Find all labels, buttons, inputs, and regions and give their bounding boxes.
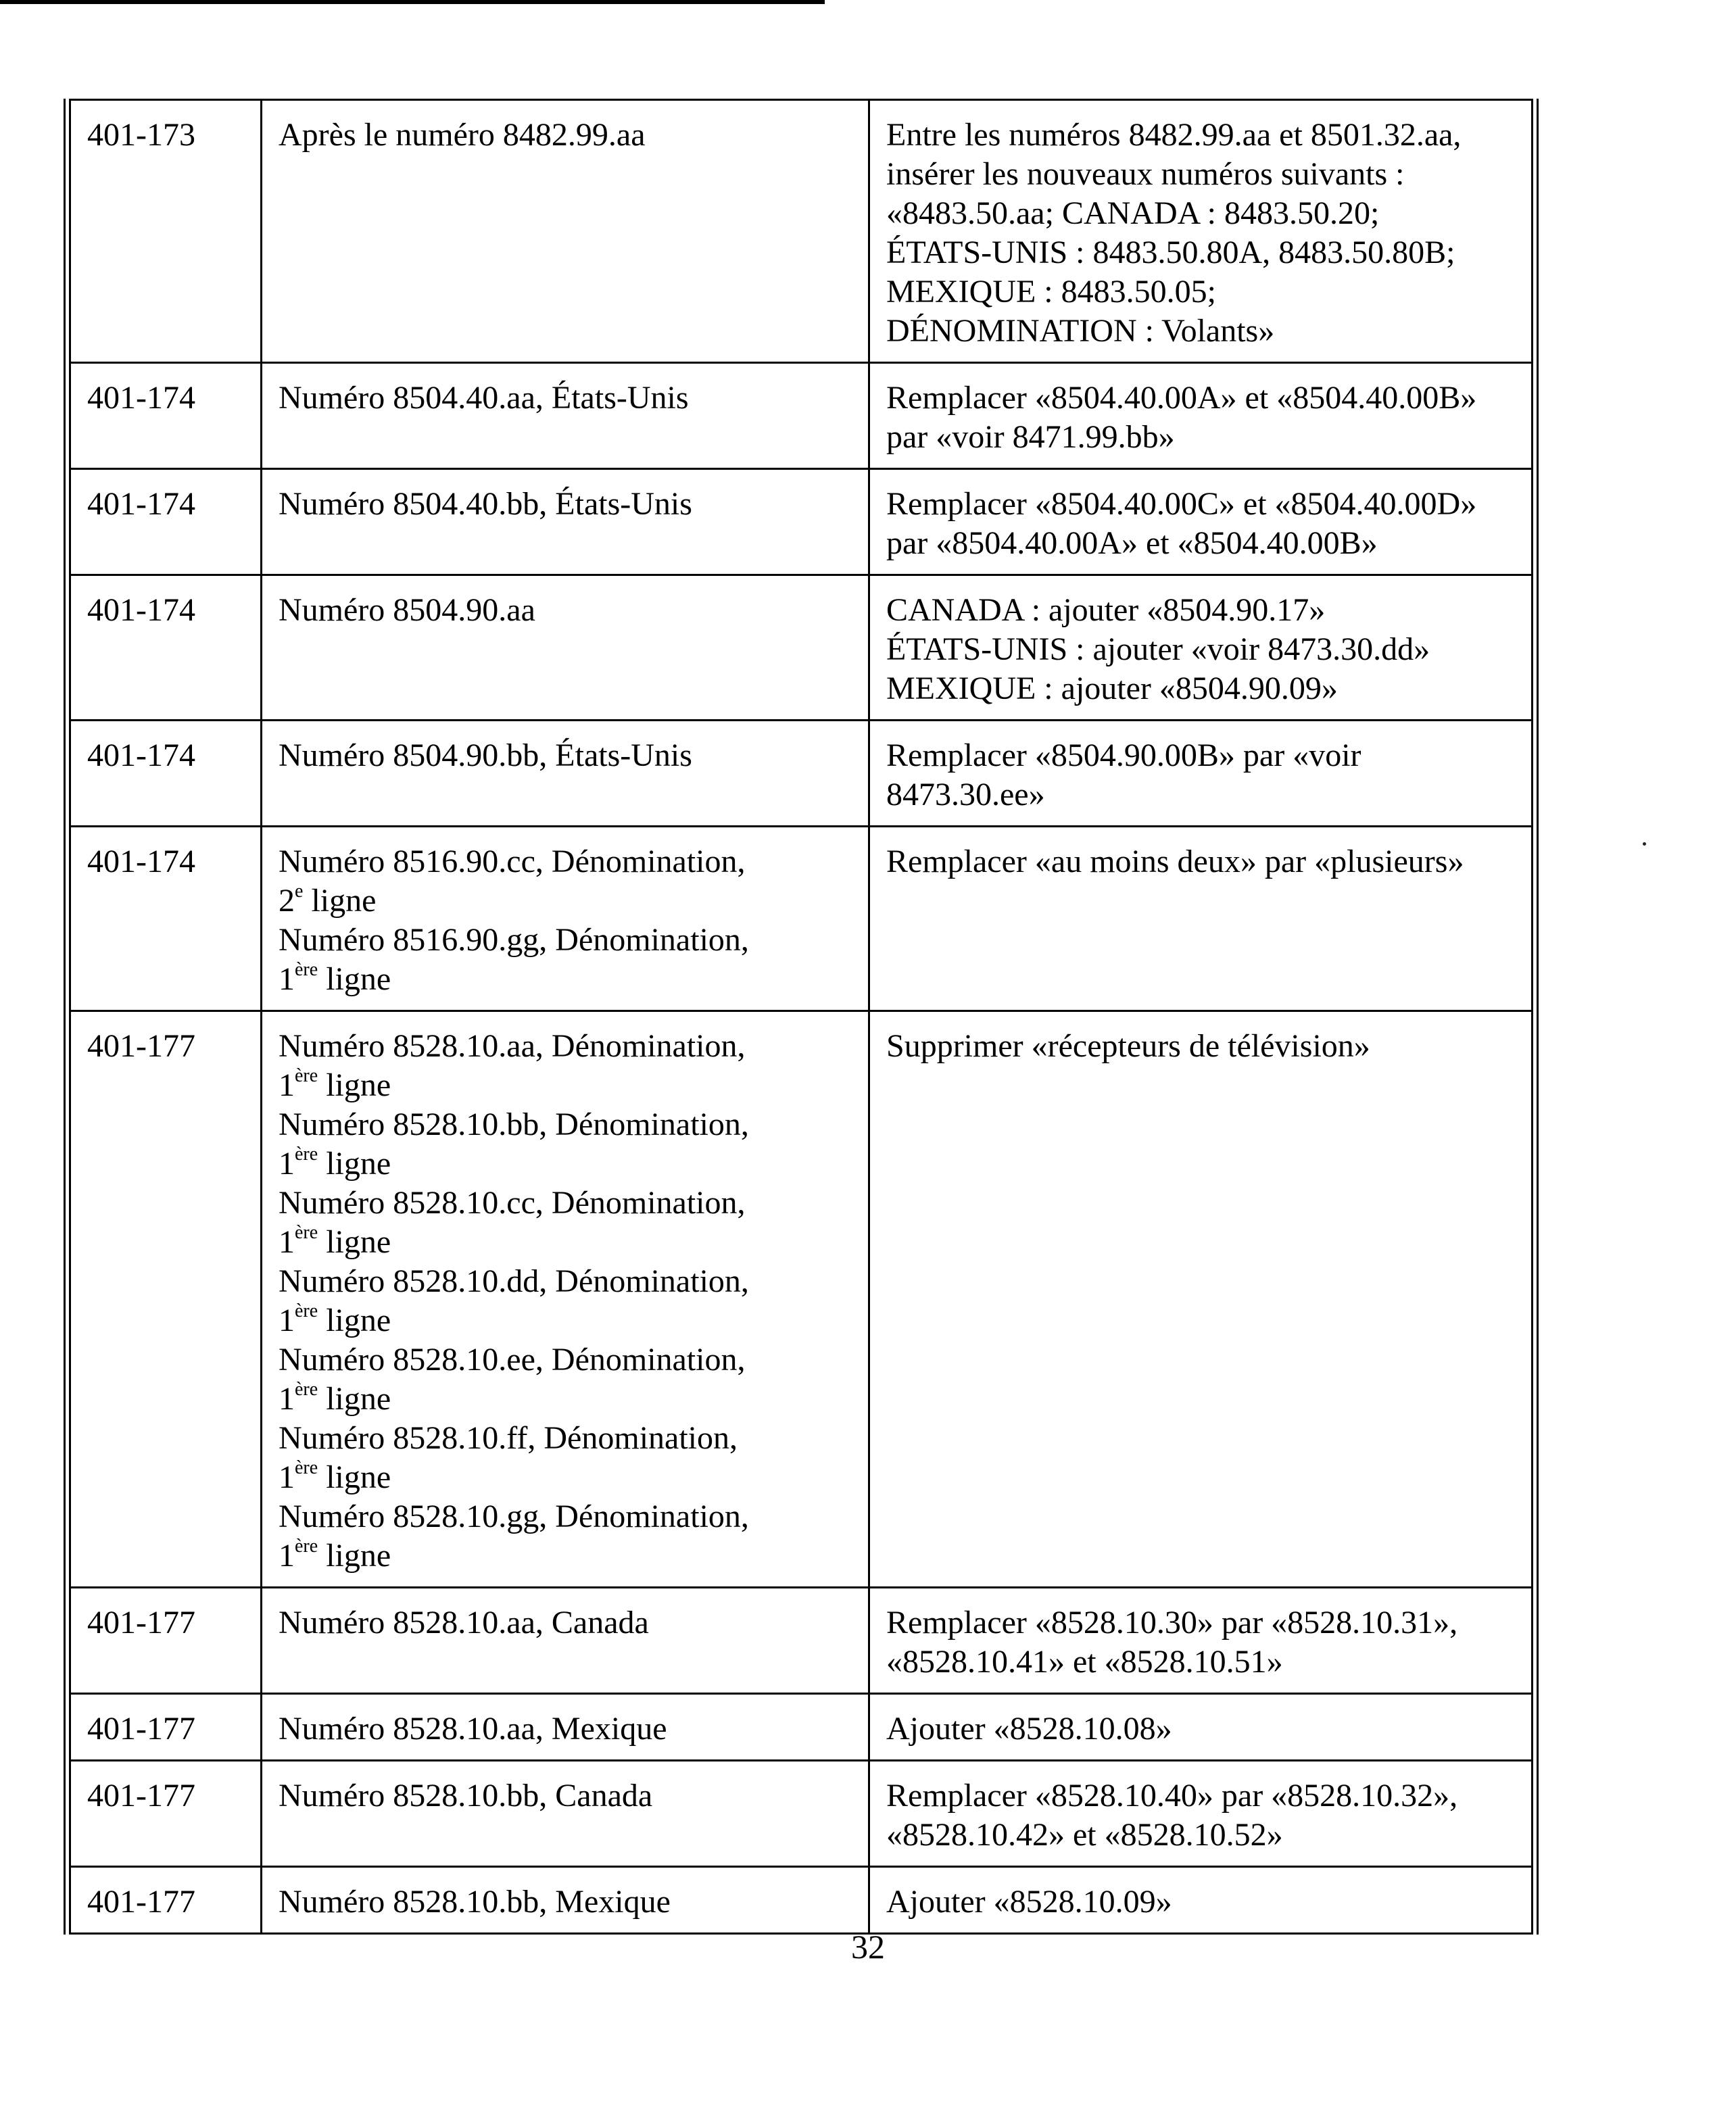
- provision-text: ligne: [318, 1538, 391, 1574]
- provision-line: [279, 1380, 852, 1419]
- amendment-line: Remplacer «8504.90.00B» par «voir: [886, 737, 1361, 773]
- amendment-line: «8528.10.42» et «8528.10.52»: [886, 1817, 1283, 1853]
- provision-cell: [262, 827, 869, 1011]
- amendment-cell: [869, 100, 1533, 363]
- amendment-line: Remplacer «8504.40.00A» et «8504.40.00B»: [886, 380, 1477, 416]
- ordinal-suffix: ère: [295, 1457, 318, 1478]
- provision-cell: [262, 1694, 869, 1761]
- provision-line: [279, 1144, 852, 1184]
- amendment-line: Remplacer «8528.10.30» par «8528.10.31»,: [886, 1605, 1458, 1640]
- amendment-cell: [869, 1011, 1533, 1588]
- provision-line: [279, 1223, 852, 1262]
- amendment-cell: [869, 1761, 1533, 1867]
- provision-text: Numéro 8504.40.aa, États-Unis: [279, 380, 689, 416]
- amendment-cell: [869, 1694, 1533, 1761]
- provision-text: 1: [279, 1146, 295, 1182]
- provision-cell: [262, 469, 869, 575]
- amendment-line: Entre les numéros 8482.99.aa et 8501.32.aa,: [886, 117, 1462, 153]
- provision-cell: [262, 1867, 869, 1934]
- reference-cell: 401-174: [70, 363, 262, 469]
- table-row: [70, 363, 1533, 469]
- provision-line: [279, 1458, 852, 1497]
- amendment-line: MEXIQUE : ajouter «8504.90.09»: [886, 671, 1338, 706]
- provision-line: [279, 881, 852, 921]
- amendment-line: Supprimer «récepteurs de télévision»: [886, 1028, 1370, 1064]
- provision-line: [279, 485, 852, 524]
- ordinal-suffix: ère: [295, 1379, 318, 1400]
- provision-line: [279, 591, 852, 630]
- amendments-table-frame: [64, 99, 1539, 1935]
- table-row: [70, 469, 1533, 575]
- provision-text: 2: [279, 883, 295, 919]
- amendment-line: Ajouter «8528.10.09»: [886, 1884, 1172, 1920]
- amendment-line: ÉTATS-UNIS : 8483.50.80A, 8483.50.80B;: [886, 235, 1455, 270]
- provision-text: Après le numéro 8482.99.aa: [279, 117, 646, 153]
- reference-cell: 401-174: [70, 575, 262, 721]
- provision-text: Numéro 8528.10.bb, Dénomination,: [279, 1107, 749, 1142]
- amendment-cell: [869, 575, 1533, 721]
- provision-line: [279, 1882, 852, 1922]
- reference-cell: 401-174: [70, 469, 262, 575]
- reference-cell: 401-174: [70, 721, 262, 827]
- table-row: [70, 1011, 1533, 1588]
- table-row: [70, 827, 1533, 1011]
- reference-cell: 401-173: [70, 100, 262, 363]
- reference-cell: 401-174: [70, 827, 262, 1011]
- amendment-line: DÉNOMINATION : Volants»: [886, 313, 1275, 349]
- provision-line: [279, 1536, 852, 1576]
- provision-cell: [262, 721, 869, 827]
- provision-line: [279, 736, 852, 775]
- provision-text: Numéro 8504.90.bb, États-Unis: [279, 737, 692, 773]
- amendment-line: Remplacer «au moins deux» par «plusieurs»: [886, 844, 1464, 879]
- provision-line: [279, 960, 852, 999]
- ordinal-suffix: ère: [295, 959, 318, 980]
- provision-line: [279, 921, 852, 960]
- provision-line: [279, 1066, 852, 1105]
- provision-text: 1: [279, 961, 295, 997]
- provision-text: Numéro 8516.90.gg, Dénomination,: [279, 922, 749, 958]
- provision-text: Numéro 8504.40.bb, États-Unis: [279, 486, 692, 522]
- amendment-line: par «8504.40.00A» et «8504.40.00B»: [886, 525, 1378, 561]
- amendment-cell: [869, 721, 1533, 827]
- provision-text: ligne: [303, 883, 377, 919]
- provision-text: ligne: [318, 1146, 391, 1182]
- reference-cell: 401-177: [70, 1588, 262, 1694]
- provision-cell: [262, 1761, 869, 1867]
- amendment-cell: [869, 363, 1533, 469]
- amendment-line: MEXIQUE : 8483.50.05;: [886, 274, 1216, 310]
- ordinal-suffix: ère: [295, 1222, 318, 1243]
- provision-text: 1: [279, 1381, 295, 1417]
- provision-text: Numéro 8528.10.bb, Canada: [279, 1778, 653, 1814]
- provision-cell: [262, 1588, 869, 1694]
- provision-text: ligne: [318, 1459, 391, 1495]
- scan-speck: [1643, 842, 1646, 846]
- provision-text: 1: [279, 1303, 295, 1338]
- provision-text: Numéro 8528.10.bb, Mexique: [279, 1884, 671, 1920]
- top-rule: [0, 0, 825, 4]
- provision-line: [279, 1105, 852, 1144]
- provision-line: [279, 1262, 852, 1301]
- amendment-cell: [869, 469, 1533, 575]
- provision-text: 1: [279, 1538, 295, 1574]
- amendment-line: Ajouter «8528.10.08»: [886, 1711, 1172, 1747]
- amendment-cell: [869, 827, 1533, 1011]
- page-number: 32: [851, 1928, 885, 1966]
- amendment-line: CANADA : ajouter «8504.90.17»: [886, 592, 1326, 628]
- provision-line: [279, 1709, 852, 1749]
- provision-text: ligne: [318, 1224, 391, 1260]
- amendments-table-body: [70, 100, 1533, 1934]
- provision-text: 1: [279, 1459, 295, 1495]
- amendment-line: Remplacer «8528.10.40» par «8528.10.32»,: [886, 1778, 1458, 1814]
- provision-line: [279, 1184, 852, 1223]
- provision-line: [279, 116, 852, 155]
- amendments-table: [69, 99, 1533, 1935]
- table-row: [70, 1761, 1533, 1867]
- provision-cell: [262, 575, 869, 721]
- provision-text: Numéro 8516.90.cc, Dénomination,: [279, 844, 746, 879]
- amendment-line: 8473.30.ee»: [886, 777, 1045, 812]
- provision-text: Numéro 8528.10.cc, Dénomination,: [279, 1185, 746, 1221]
- provision-line: [279, 1340, 852, 1380]
- table-row: [70, 721, 1533, 827]
- table-row: [70, 1694, 1533, 1761]
- provision-line: [279, 1419, 852, 1458]
- amendment-line: par «voir 8471.99.bb»: [886, 419, 1175, 455]
- provision-text: Numéro 8528.10.ee, Dénomination,: [279, 1342, 746, 1378]
- amendment-cell: [869, 1588, 1533, 1694]
- ordinal-suffix: ère: [295, 1065, 318, 1086]
- table-row: [70, 1867, 1533, 1934]
- provision-text: Numéro 8528.10.dd, Dénomination,: [279, 1263, 749, 1299]
- provision-line: [279, 1497, 852, 1536]
- provision-line: [279, 1776, 852, 1816]
- amendment-cell: [869, 1867, 1533, 1934]
- provision-text: ligne: [318, 1067, 391, 1103]
- provision-text: ligne: [318, 1381, 391, 1417]
- provision-text: Numéro 8528.10.aa, Mexique: [279, 1711, 667, 1747]
- amendment-line: «8528.10.41» et «8528.10.51»: [886, 1644, 1283, 1680]
- provision-line: [279, 1027, 852, 1066]
- provision-text: Numéro 8528.10.ff, Dénomination,: [279, 1420, 738, 1456]
- provision-text: Numéro 8528.10.aa, Canada: [279, 1605, 649, 1640]
- provision-text: Numéro 8504.90.aa: [279, 592, 535, 628]
- amendment-line: insérer les nouveaux numéros suivants :: [886, 156, 1405, 192]
- ordinal-suffix: ère: [295, 1536, 318, 1557]
- reference-cell: 401-177: [70, 1011, 262, 1588]
- provision-text: ligne: [318, 1303, 391, 1338]
- provision-line: [279, 1603, 852, 1643]
- provision-text: 1: [279, 1067, 295, 1103]
- reference-cell: 401-177: [70, 1694, 262, 1761]
- provision-cell: [262, 1011, 869, 1588]
- ordinal-suffix: e: [295, 881, 304, 902]
- provision-text: ligne: [318, 961, 391, 997]
- provision-text: Numéro 8528.10.aa, Dénomination,: [279, 1028, 746, 1064]
- table-row: [70, 1588, 1533, 1694]
- amendment-line: Remplacer «8504.40.00C» et «8504.40.00D»: [886, 486, 1477, 522]
- ordinal-suffix: ère: [295, 1144, 318, 1165]
- provision-text: 1: [279, 1224, 295, 1260]
- table-row: [70, 575, 1533, 721]
- provision-cell: [262, 363, 869, 469]
- amendment-line: «8483.50.aa; CANADA : 8483.50.20;: [886, 195, 1380, 231]
- provision-line: [279, 1301, 852, 1340]
- ordinal-suffix: ère: [295, 1300, 318, 1321]
- provision-line: [279, 842, 852, 881]
- table-row: [70, 100, 1533, 363]
- amendment-line: ÉTATS-UNIS : ajouter «voir 8473.30.dd»: [886, 631, 1430, 667]
- provision-line: [279, 379, 852, 418]
- provision-text: Numéro 8528.10.gg, Dénomination,: [279, 1499, 749, 1534]
- reference-cell: 401-177: [70, 1867, 262, 1934]
- provision-cell: [262, 100, 869, 363]
- reference-cell: 401-177: [70, 1761, 262, 1867]
